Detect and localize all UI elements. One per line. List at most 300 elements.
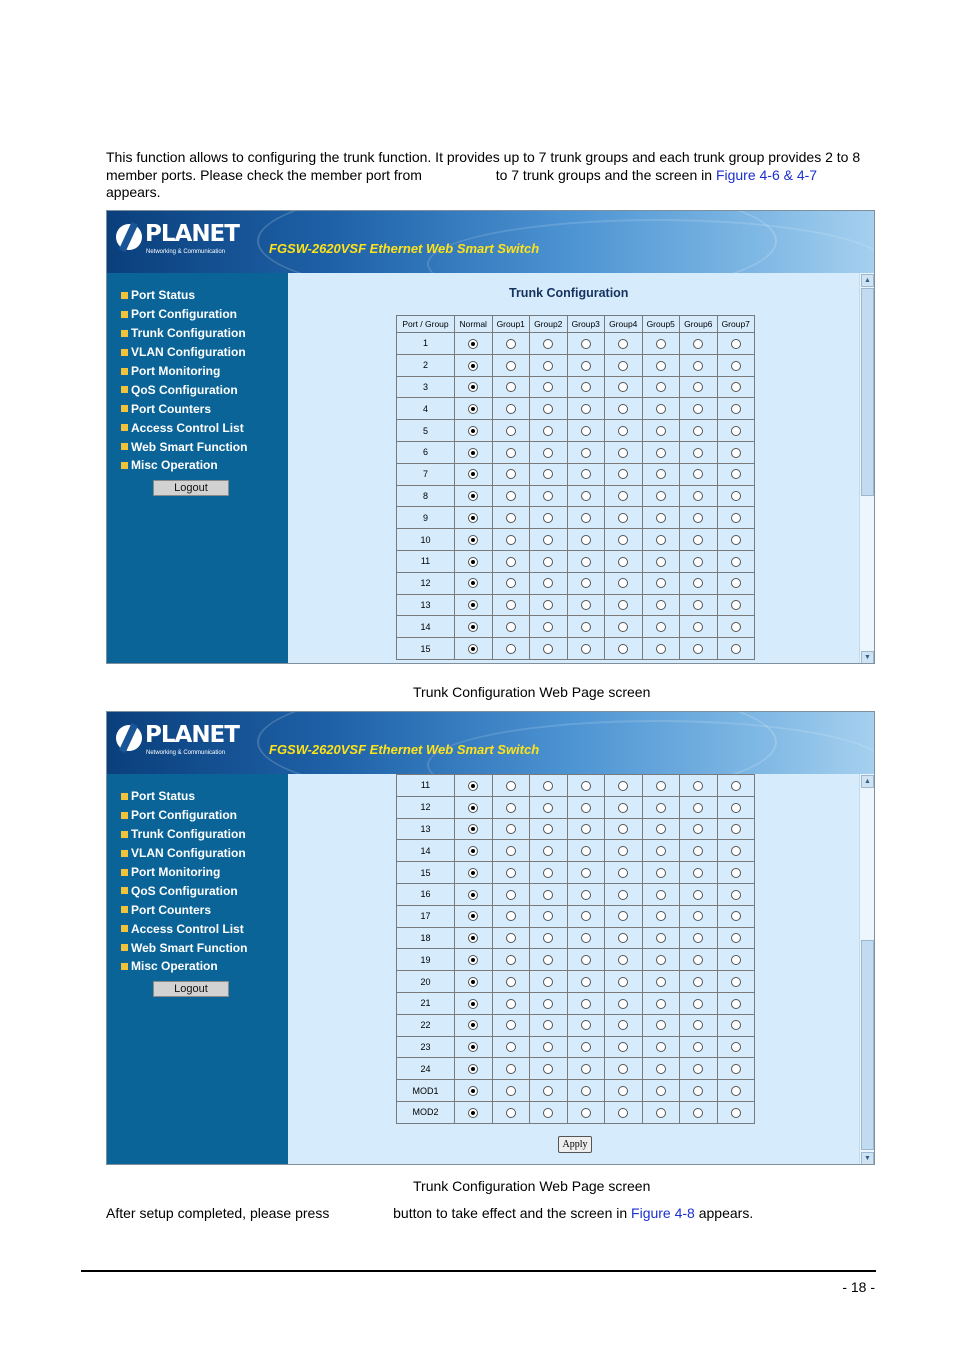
radio-icon[interactable] bbox=[581, 1086, 591, 1096]
radio-icon[interactable] bbox=[543, 999, 553, 1009]
radio-icon[interactable] bbox=[731, 622, 741, 632]
radio-selected-icon[interactable] bbox=[468, 535, 478, 545]
radio-icon[interactable] bbox=[581, 535, 591, 545]
radio-selected-icon[interactable] bbox=[468, 1064, 478, 1074]
radio-icon[interactable] bbox=[543, 339, 553, 349]
radio-icon[interactable] bbox=[581, 426, 591, 436]
radio-icon[interactable] bbox=[693, 781, 703, 791]
radio-icon[interactable] bbox=[543, 622, 553, 632]
radio-icon[interactable] bbox=[656, 911, 666, 921]
radio-icon[interactable] bbox=[693, 1042, 703, 1052]
sidebar-item-vlan-configuration[interactable] bbox=[121, 844, 247, 863]
table-row bbox=[397, 927, 755, 949]
radio-icon[interactable] bbox=[656, 1042, 666, 1052]
radio-icon[interactable] bbox=[581, 999, 591, 1009]
radio-icon[interactable] bbox=[581, 824, 591, 834]
radio-icon[interactable] bbox=[506, 578, 516, 588]
radio-icon[interactable] bbox=[618, 469, 628, 479]
radio-icon[interactable] bbox=[693, 513, 703, 523]
sidebar-item-web-smart-function[interactable] bbox=[121, 938, 247, 957]
radio-icon[interactable] bbox=[581, 1108, 591, 1118]
scroll-thumb[interactable] bbox=[861, 288, 874, 496]
radio-icon[interactable] bbox=[693, 1108, 703, 1118]
sidebar-item-qos-configuration[interactable] bbox=[121, 380, 247, 399]
sidebar-item-trunk-configuration[interactable] bbox=[121, 324, 247, 343]
radio-icon[interactable] bbox=[543, 469, 553, 479]
radio-icon[interactable] bbox=[656, 933, 666, 943]
radio-icon[interactable] bbox=[506, 868, 516, 878]
radio-icon[interactable] bbox=[543, 1064, 553, 1074]
radio-icon[interactable] bbox=[656, 382, 666, 392]
radio-icon[interactable] bbox=[693, 890, 703, 900]
radio-icon[interactable] bbox=[581, 977, 591, 987]
radio-icon[interactable] bbox=[656, 1108, 666, 1118]
radio-selected-icon[interactable] bbox=[468, 644, 478, 654]
radio-icon[interactable] bbox=[618, 846, 628, 856]
apply-button[interactable]: Apply bbox=[558, 1136, 592, 1153]
radio-icon[interactable] bbox=[506, 426, 516, 436]
logout-button[interactable]: Logout bbox=[153, 480, 229, 496]
radio-icon[interactable] bbox=[656, 448, 666, 458]
radio-icon[interactable] bbox=[656, 491, 666, 501]
scrollbar[interactable] bbox=[859, 774, 874, 1165]
radio-icon[interactable] bbox=[581, 781, 591, 791]
radio-icon[interactable] bbox=[731, 578, 741, 588]
radio-icon[interactable] bbox=[543, 933, 553, 943]
radio-icon[interactable] bbox=[618, 1042, 628, 1052]
radio-icon[interactable] bbox=[543, 644, 553, 654]
radio-cell bbox=[605, 616, 643, 638]
radio-selected-icon[interactable] bbox=[468, 846, 478, 856]
sidebar-item-port-monitoring[interactable] bbox=[121, 863, 247, 882]
radio-selected-icon[interactable] bbox=[468, 999, 478, 1009]
radio-selected-icon[interactable] bbox=[468, 448, 478, 458]
radio-icon[interactable] bbox=[506, 803, 516, 813]
radio-icon[interactable] bbox=[506, 933, 516, 943]
port-label: 12 bbox=[397, 796, 455, 818]
radio-icon[interactable] bbox=[656, 890, 666, 900]
radio-icon[interactable] bbox=[506, 1042, 516, 1052]
radio-icon[interactable] bbox=[693, 1086, 703, 1096]
radio-icon[interactable] bbox=[543, 781, 553, 791]
radio-icon[interactable] bbox=[581, 469, 591, 479]
radio-icon[interactable] bbox=[506, 448, 516, 458]
radio-icon[interactable] bbox=[581, 491, 591, 501]
radio-icon[interactable] bbox=[543, 600, 553, 610]
sidebar-item-access-control-list[interactable] bbox=[121, 418, 247, 437]
scroll-up-icon[interactable]: ▲ bbox=[861, 775, 874, 788]
radio-icon[interactable] bbox=[731, 382, 741, 392]
radio-selected-icon[interactable] bbox=[468, 1020, 478, 1030]
radio-cell bbox=[717, 1014, 755, 1036]
radio-icon[interactable] bbox=[506, 890, 516, 900]
radio-icon[interactable] bbox=[506, 361, 516, 371]
radio-icon[interactable] bbox=[618, 448, 628, 458]
radio-selected-icon[interactable] bbox=[468, 361, 478, 371]
table-row bbox=[397, 1014, 755, 1036]
radio-icon[interactable] bbox=[543, 868, 553, 878]
radio-icon[interactable] bbox=[656, 999, 666, 1009]
radio-icon[interactable] bbox=[543, 803, 553, 813]
radio-icon[interactable] bbox=[581, 448, 591, 458]
radio-icon[interactable] bbox=[618, 513, 628, 523]
radio-selected-icon[interactable] bbox=[468, 1086, 478, 1096]
radio-icon[interactable] bbox=[618, 868, 628, 878]
radio-icon[interactable] bbox=[543, 977, 553, 987]
radio-icon[interactable] bbox=[618, 491, 628, 501]
radio-cell bbox=[642, 420, 680, 442]
radio-icon[interactable] bbox=[543, 1108, 553, 1118]
radio-icon[interactable] bbox=[618, 890, 628, 900]
radio-selected-icon[interactable] bbox=[468, 1108, 478, 1118]
radio-icon[interactable] bbox=[693, 803, 703, 813]
radio-icon[interactable] bbox=[656, 578, 666, 588]
radio-icon[interactable] bbox=[731, 644, 741, 654]
radio-icon[interactable] bbox=[618, 803, 628, 813]
radio-icon[interactable] bbox=[731, 890, 741, 900]
radio-icon[interactable] bbox=[618, 1064, 628, 1074]
radio-icon[interactable] bbox=[543, 846, 553, 856]
sidebar-item-misc-operation[interactable] bbox=[121, 957, 247, 976]
radio-selected-icon[interactable] bbox=[468, 803, 478, 813]
radio-icon[interactable] bbox=[731, 426, 741, 436]
radio-icon[interactable] bbox=[506, 622, 516, 632]
radio-icon[interactable] bbox=[543, 824, 553, 834]
logout-button[interactable]: Logout bbox=[153, 981, 229, 997]
radio-icon[interactable] bbox=[543, 890, 553, 900]
scroll-down-icon[interactable]: ▼ bbox=[861, 1152, 874, 1165]
radio-selected-icon[interactable] bbox=[468, 781, 478, 791]
radio-icon[interactable] bbox=[506, 911, 516, 921]
radio-cell bbox=[717, 529, 755, 551]
radio-icon[interactable] bbox=[693, 977, 703, 987]
radio-icon[interactable] bbox=[693, 824, 703, 834]
radio-icon[interactable] bbox=[656, 469, 666, 479]
radio-icon[interactable] bbox=[581, 513, 591, 523]
radio-icon[interactable] bbox=[693, 404, 703, 414]
radio-selected-icon[interactable] bbox=[468, 426, 478, 436]
radio-icon[interactable] bbox=[731, 600, 741, 610]
radio-selected-icon[interactable] bbox=[468, 339, 478, 349]
radio-icon[interactable] bbox=[618, 557, 628, 567]
radio-icon[interactable] bbox=[656, 644, 666, 654]
radio-icon[interactable] bbox=[618, 622, 628, 632]
radio-icon[interactable] bbox=[506, 999, 516, 1009]
radio-selected-icon[interactable] bbox=[468, 578, 478, 588]
radio-icon[interactable] bbox=[731, 1108, 741, 1118]
radio-icon[interactable] bbox=[543, 911, 553, 921]
figure-link[interactable]: Figure 4-8 bbox=[631, 1205, 695, 1221]
radio-icon[interactable] bbox=[656, 781, 666, 791]
radio-icon[interactable] bbox=[731, 361, 741, 371]
radio-selected-icon[interactable] bbox=[468, 911, 478, 921]
radio-icon[interactable] bbox=[543, 557, 553, 567]
radio-icon[interactable] bbox=[506, 535, 516, 545]
radio-icon[interactable] bbox=[506, 846, 516, 856]
sidebar-item-qos-configuration[interactable] bbox=[121, 881, 247, 900]
radio-icon[interactable] bbox=[731, 557, 741, 567]
radio-icon[interactable] bbox=[618, 999, 628, 1009]
radio-cell bbox=[605, 862, 643, 884]
radio-icon[interactable] bbox=[543, 1020, 553, 1030]
radio-icon[interactable] bbox=[618, 404, 628, 414]
radio-icon[interactable] bbox=[656, 339, 666, 349]
radio-selected-icon[interactable] bbox=[468, 933, 478, 943]
sidebar-item-label: Port Status bbox=[131, 288, 196, 303]
radio-icon[interactable] bbox=[506, 644, 516, 654]
planet-logo-icon bbox=[116, 725, 142, 751]
radio-icon[interactable] bbox=[693, 491, 703, 501]
radio-icon[interactable] bbox=[618, 781, 628, 791]
radio-icon[interactable] bbox=[731, 1086, 741, 1096]
sidebar-item-port-counters[interactable] bbox=[121, 399, 247, 418]
radio-icon[interactable] bbox=[731, 491, 741, 501]
radio-icon[interactable] bbox=[693, 600, 703, 610]
radio-icon[interactable] bbox=[731, 513, 741, 523]
radio-cell bbox=[680, 905, 718, 927]
radio-icon[interactable] bbox=[543, 535, 553, 545]
radio-icon[interactable] bbox=[581, 578, 591, 588]
radio-icon[interactable] bbox=[618, 911, 628, 921]
sidebar-item-port-counters[interactable] bbox=[121, 900, 247, 919]
radio-icon[interactable] bbox=[731, 999, 741, 1009]
radio-icon[interactable] bbox=[543, 382, 553, 392]
sidebar-item-port-monitoring[interactable] bbox=[121, 362, 247, 381]
radio-icon[interactable] bbox=[693, 933, 703, 943]
radio-selected-icon[interactable] bbox=[468, 868, 478, 878]
radio-icon[interactable] bbox=[731, 535, 741, 545]
radio-icon[interactable] bbox=[618, 1020, 628, 1030]
radio-icon[interactable] bbox=[581, 622, 591, 632]
radio-icon[interactable] bbox=[581, 1042, 591, 1052]
radio-icon[interactable] bbox=[506, 977, 516, 987]
radio-icon[interactable] bbox=[506, 1086, 516, 1096]
radio-icon[interactable] bbox=[656, 513, 666, 523]
radio-selected-icon[interactable] bbox=[468, 469, 478, 479]
radio-icon[interactable] bbox=[581, 890, 591, 900]
radio-icon[interactable] bbox=[506, 955, 516, 965]
radio-icon[interactable] bbox=[618, 977, 628, 987]
radio-icon[interactable] bbox=[506, 1108, 516, 1118]
radio-icon[interactable] bbox=[506, 382, 516, 392]
scroll-up-icon[interactable]: ▲ bbox=[861, 274, 874, 287]
table-row bbox=[397, 992, 755, 1014]
radio-icon[interactable] bbox=[731, 846, 741, 856]
radio-icon[interactable] bbox=[693, 339, 703, 349]
radio-icon[interactable] bbox=[656, 1020, 666, 1030]
scrollbar[interactable] bbox=[859, 273, 874, 664]
radio-icon[interactable] bbox=[731, 868, 741, 878]
radio-icon[interactable] bbox=[618, 1086, 628, 1096]
radio-icon[interactable] bbox=[656, 1086, 666, 1096]
radio-icon[interactable] bbox=[506, 557, 516, 567]
radio-selected-icon[interactable] bbox=[468, 890, 478, 900]
radio-icon[interactable] bbox=[618, 824, 628, 834]
radio-icon[interactable] bbox=[506, 404, 516, 414]
scroll-thumb[interactable] bbox=[861, 940, 874, 1150]
radio-icon[interactable] bbox=[693, 1064, 703, 1074]
radio-icon[interactable] bbox=[656, 600, 666, 610]
radio-icon[interactable] bbox=[731, 404, 741, 414]
radio-icon[interactable] bbox=[618, 933, 628, 943]
radio-selected-icon[interactable] bbox=[468, 382, 478, 392]
radio-icon[interactable] bbox=[543, 426, 553, 436]
radio-icon[interactable] bbox=[693, 382, 703, 392]
radio-icon[interactable] bbox=[581, 404, 591, 414]
radio-icon[interactable] bbox=[618, 535, 628, 545]
radio-icon[interactable] bbox=[693, 469, 703, 479]
sidebar-item-port-status[interactable] bbox=[121, 787, 247, 806]
sidebar-item-port-status[interactable] bbox=[121, 286, 247, 305]
radio-icon[interactable] bbox=[731, 824, 741, 834]
radio-icon[interactable] bbox=[618, 644, 628, 654]
sidebar-item-access-control-list[interactable] bbox=[121, 919, 247, 938]
radio-icon[interactable] bbox=[543, 491, 553, 501]
radio-icon[interactable] bbox=[656, 824, 666, 834]
logo-subtitle: Networking & Communication bbox=[146, 750, 226, 756]
radio-icon[interactable] bbox=[731, 781, 741, 791]
radio-icon[interactable] bbox=[618, 361, 628, 371]
radio-cell bbox=[455, 1101, 493, 1123]
radio-icon[interactable] bbox=[656, 622, 666, 632]
radio-icon[interactable] bbox=[543, 955, 553, 965]
radio-cell bbox=[717, 594, 755, 616]
radio-selected-icon[interactable] bbox=[468, 513, 478, 523]
sidebar-item-trunk-configuration[interactable] bbox=[121, 825, 247, 844]
radio-icon[interactable] bbox=[693, 1020, 703, 1030]
radio-icon[interactable] bbox=[543, 1042, 553, 1052]
radio-icon[interactable] bbox=[731, 803, 741, 813]
radio-icon[interactable] bbox=[731, 1020, 741, 1030]
radio-icon[interactable] bbox=[693, 846, 703, 856]
radio-icon[interactable] bbox=[506, 600, 516, 610]
radio-icon[interactable] bbox=[543, 1086, 553, 1096]
radio-icon[interactable] bbox=[693, 644, 703, 654]
radio-icon[interactable] bbox=[656, 977, 666, 987]
radio-icon[interactable] bbox=[656, 955, 666, 965]
radio-icon[interactable] bbox=[543, 404, 553, 414]
radio-icon[interactable] bbox=[693, 911, 703, 921]
radio-icon[interactable] bbox=[581, 1020, 591, 1030]
sidebar-item-port-configuration[interactable] bbox=[121, 305, 247, 324]
radio-icon[interactable] bbox=[656, 404, 666, 414]
radio-selected-icon[interactable] bbox=[468, 404, 478, 414]
radio-icon[interactable] bbox=[693, 426, 703, 436]
radio-icon[interactable] bbox=[693, 535, 703, 545]
radio-icon[interactable] bbox=[731, 977, 741, 987]
radio-icon[interactable] bbox=[731, 933, 741, 943]
radio-icon[interactable] bbox=[618, 382, 628, 392]
radio-icon[interactable] bbox=[656, 557, 666, 567]
sidebar-item-vlan-configuration[interactable] bbox=[121, 343, 247, 362]
radio-icon[interactable] bbox=[581, 868, 591, 878]
radio-selected-icon[interactable] bbox=[468, 491, 478, 501]
radio-icon[interactable] bbox=[618, 578, 628, 588]
radio-icon[interactable] bbox=[693, 361, 703, 371]
radio-icon[interactable] bbox=[506, 491, 516, 501]
radio-icon[interactable] bbox=[656, 803, 666, 813]
radio-icon[interactable] bbox=[731, 1042, 741, 1052]
radio-icon[interactable] bbox=[731, 955, 741, 965]
radio-icon[interactable] bbox=[731, 469, 741, 479]
radio-icon[interactable] bbox=[656, 1064, 666, 1074]
radio-selected-icon[interactable] bbox=[468, 1042, 478, 1052]
radio-icon[interactable] bbox=[693, 868, 703, 878]
radio-icon[interactable] bbox=[581, 933, 591, 943]
radio-icon[interactable] bbox=[581, 644, 591, 654]
radio-icon[interactable] bbox=[506, 513, 516, 523]
table-row bbox=[397, 775, 755, 797]
radio-icon[interactable] bbox=[618, 1108, 628, 1118]
radio-icon[interactable] bbox=[618, 426, 628, 436]
sidebar-item-port-configuration[interactable] bbox=[121, 806, 247, 825]
radio-icon[interactable] bbox=[581, 846, 591, 856]
radio-icon[interactable] bbox=[656, 361, 666, 371]
radio-selected-icon[interactable] bbox=[468, 557, 478, 567]
scroll-down-icon[interactable]: ▼ bbox=[861, 651, 874, 664]
radio-cell bbox=[567, 927, 605, 949]
radio-icon[interactable] bbox=[506, 1020, 516, 1030]
radio-icon[interactable] bbox=[693, 955, 703, 965]
radio-icon[interactable] bbox=[731, 448, 741, 458]
radio-icon[interactable] bbox=[693, 999, 703, 1009]
radio-icon[interactable] bbox=[506, 781, 516, 791]
radio-icon[interactable] bbox=[543, 448, 553, 458]
radio-icon[interactable] bbox=[581, 1064, 591, 1074]
radio-icon[interactable] bbox=[581, 955, 591, 965]
radio-icon[interactable] bbox=[618, 339, 628, 349]
radio-icon[interactable] bbox=[543, 578, 553, 588]
radio-icon[interactable] bbox=[543, 513, 553, 523]
radio-icon[interactable] bbox=[581, 339, 591, 349]
radio-icon[interactable] bbox=[543, 361, 553, 371]
radio-icon[interactable] bbox=[656, 846, 666, 856]
bullet-icon bbox=[121, 311, 128, 318]
radio-icon[interactable] bbox=[656, 868, 666, 878]
radio-icon[interactable] bbox=[693, 448, 703, 458]
radio-selected-icon[interactable] bbox=[468, 622, 478, 632]
radio-icon[interactable] bbox=[581, 911, 591, 921]
radio-selected-icon[interactable] bbox=[468, 977, 478, 987]
radio-icon[interactable] bbox=[618, 600, 628, 610]
radio-icon[interactable] bbox=[506, 1064, 516, 1074]
radio-icon[interactable] bbox=[581, 600, 591, 610]
radio-icon[interactable] bbox=[656, 535, 666, 545]
radio-icon[interactable] bbox=[693, 557, 703, 567]
radio-icon[interactable] bbox=[618, 955, 628, 965]
radio-icon[interactable] bbox=[731, 911, 741, 921]
radio-icon[interactable] bbox=[656, 426, 666, 436]
radio-icon[interactable] bbox=[731, 1064, 741, 1074]
radio-icon[interactable] bbox=[581, 803, 591, 813]
radio-icon[interactable] bbox=[581, 382, 591, 392]
radio-icon[interactable] bbox=[693, 622, 703, 632]
sidebar-item-misc-operation[interactable] bbox=[121, 456, 247, 475]
radio-icon[interactable] bbox=[506, 469, 516, 479]
radio-selected-icon[interactable] bbox=[468, 955, 478, 965]
radio-icon[interactable] bbox=[506, 339, 516, 349]
radio-selected-icon[interactable] bbox=[468, 600, 478, 610]
figure-link[interactable]: Figure 4-6 & 4-7 bbox=[715, 166, 818, 183]
radio-icon[interactable] bbox=[693, 578, 703, 588]
sidebar-item-web-smart-function[interactable] bbox=[121, 437, 247, 456]
radio-icon[interactable] bbox=[506, 824, 516, 834]
radio-icon[interactable] bbox=[581, 361, 591, 371]
radio-cell bbox=[455, 992, 493, 1014]
radio-icon[interactable] bbox=[731, 339, 741, 349]
radio-selected-icon[interactable] bbox=[468, 824, 478, 834]
radio-icon[interactable] bbox=[581, 557, 591, 567]
